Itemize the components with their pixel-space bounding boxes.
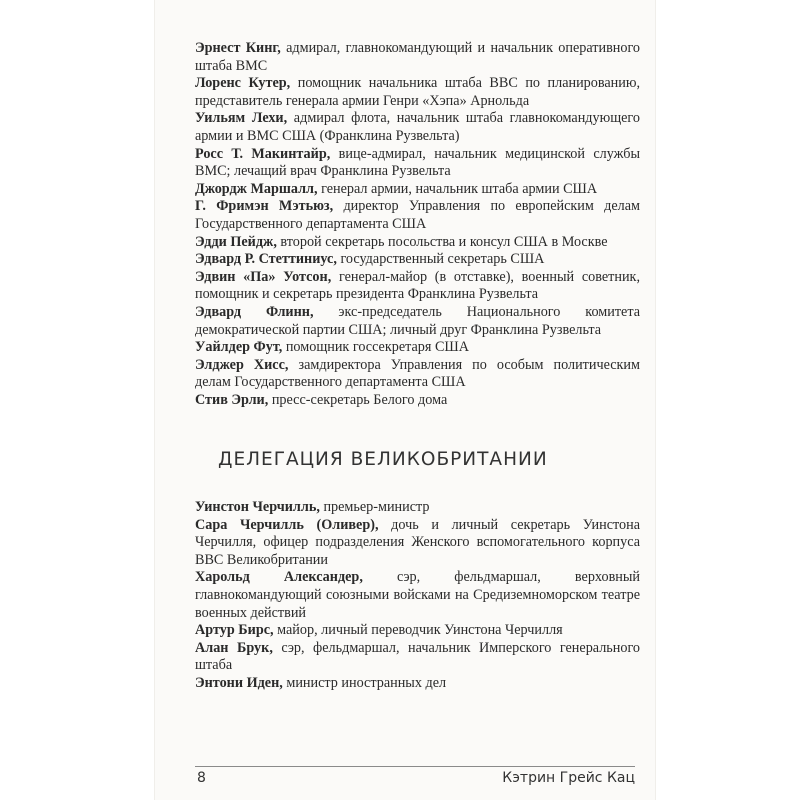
person-description: вице-адмирал, начальник медицинской службы ВМС; лечащий врач Франклина Рузвельта — [195, 145, 641, 180]
person-name: Уильям Лехи, — [195, 110, 288, 127]
usa-delegation-list — [195, 40, 640, 409]
person-description: сэр, фельдмаршал, верховный главнокомандующий союзными войсками на Средиземноморском театре военных действий — [195, 569, 640, 621]
person-description: сэр, фельдмаршал, начальник Имперского генерального штаба — [195, 639, 641, 674]
person-name: Сара Черчилль (Оливер), — [195, 516, 379, 533]
person-name: Уинстон Черчилль, — [195, 499, 320, 516]
person-name: Стив Эрли, — [195, 391, 269, 408]
person-description: дочь и личный секретарь Уинстона Черчилля, офицер подразделения Женского вспомогательного корпуса ВВС Великобритании — [195, 516, 640, 568]
person-description: пресс-секретарь Белого дома — [268, 391, 448, 408]
person-name: Эдвард Флинн, — [195, 303, 314, 320]
person-description: премьер-министр — [319, 499, 430, 516]
person-description: министр иностранных дел — [282, 675, 447, 691]
list-item — [195, 40, 640, 75]
person-name: Харольд Александер, — [195, 569, 363, 586]
person-description: адмирал, главнокомандующий и начальник оперативного штаба ВМС — [195, 40, 641, 74]
person-name: Лоренс Кутер, — [195, 75, 291, 92]
list-item — [195, 251, 640, 269]
person-name: Джордж Маршалл, — [195, 180, 318, 197]
list-item — [195, 357, 640, 392]
list-item — [195, 640, 640, 675]
list-item — [195, 198, 640, 233]
person-name: Эдвин «Па» Уотсон, — [195, 268, 332, 285]
section-heading: ДЕЛЕГАЦИЯ ВЕЛИКОБРИТАНИИ — [218, 449, 548, 471]
list-item — [195, 304, 640, 339]
person-description: генерал-майор (в отставке), военный советник, помощник и секретарь президента Франклина Рузвельта — [195, 268, 640, 303]
page-content — [195, 40, 640, 693]
person-name: Эрнест Кинг, — [195, 40, 281, 56]
list-item — [195, 569, 640, 622]
book-page — [155, 0, 655, 800]
person-name: Г. Фримэн Мэтьюз, — [195, 198, 334, 215]
person-description: помощник начальника штаба ВВС по планированию, представитель генерала армии Генри «Хэпа» Арнольда — [195, 75, 641, 109]
footer-rule — [195, 766, 635, 767]
person-description: второй секретарь посольства и консул США в Москве — [276, 233, 608, 250]
person-description: помощник госсекретаря США — [282, 339, 469, 356]
person-name: Алан Брук, — [195, 639, 273, 656]
person-description: замдиректора Управления по особым политическим делам Государственного департамента США — [195, 356, 640, 391]
person-description: экс-председатель Национального комитета демократической партии США; личный друг Франклина Рузвельта — [195, 303, 641, 338]
person-description: директор Управления по европейским делам Государственного департамента США — [195, 198, 640, 232]
person-name: Росс Т. Макинтайр, — [195, 145, 331, 162]
list-item — [195, 517, 640, 570]
person-name: Эдди Пейдж, — [195, 233, 277, 250]
list-item — [195, 392, 640, 410]
person-description: адмирал флота, начальник штаба главнокомандующего армии и ВМС США (Франклина Рузвельта) — [195, 110, 640, 144]
uk-delegation-list — [195, 499, 640, 693]
person-name: Эдвард Р. Стеттиниус, — [195, 251, 337, 268]
list-item — [195, 110, 640, 145]
list-item — [195, 181, 640, 199]
list-item — [195, 499, 640, 517]
list-item — [195, 146, 640, 181]
person-name: Уайлдер Фут, — [195, 339, 283, 356]
person-description: государственный секретарь США — [336, 251, 545, 268]
person-name: Элджер Хисс, — [195, 356, 289, 373]
person-description: майор, личный переводчик Уинстона Черчилля — [273, 622, 563, 639]
list-item — [195, 269, 640, 304]
running-author: Кэтрин Грейс Кац — [502, 770, 635, 786]
list-item — [195, 622, 640, 640]
list-item — [195, 675, 640, 693]
person-name: Энтони Иден, — [195, 675, 283, 691]
list-item — [195, 75, 640, 110]
person-description: генерал армии, начальник штаба армии США — [317, 180, 598, 197]
page-number: 8 — [197, 770, 206, 786]
person-name: Артур Бирс, — [195, 622, 274, 639]
list-item — [195, 339, 640, 357]
list-item — [195, 234, 640, 252]
